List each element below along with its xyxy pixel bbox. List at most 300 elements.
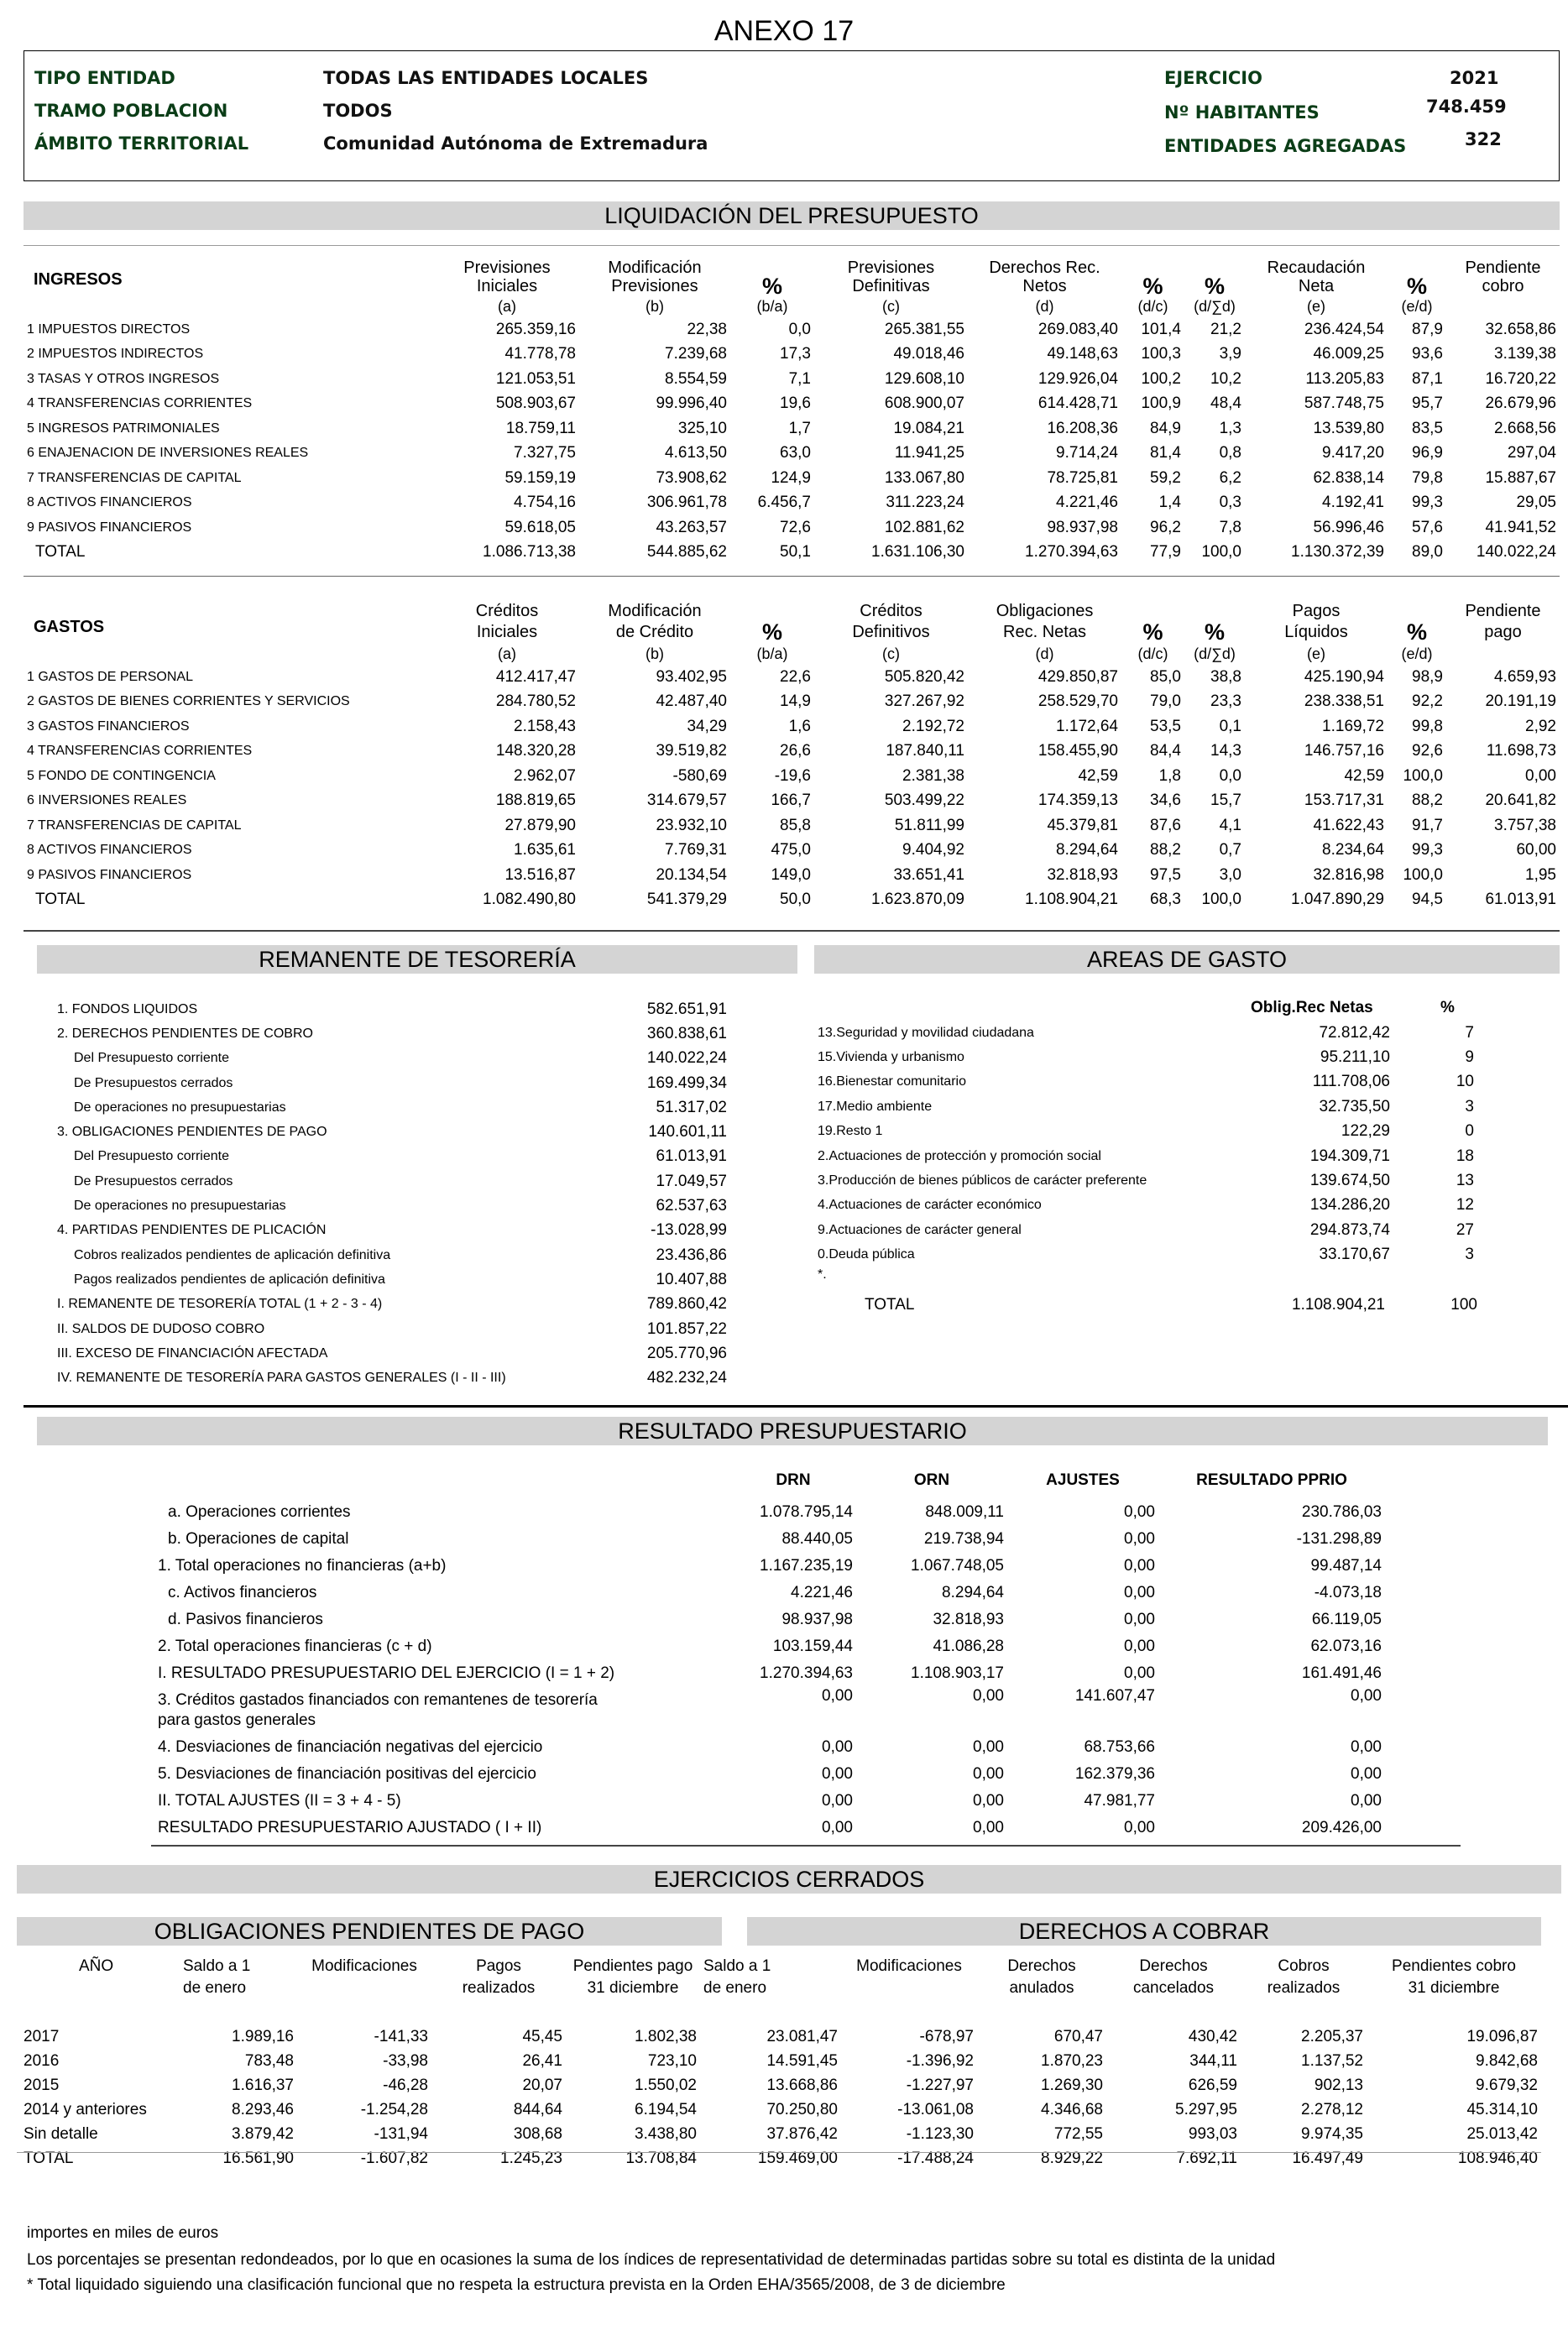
remanente-row [50,1219,730,1243]
areas-row-pct: 27 [1456,1220,1474,1239]
gastos-row-label: 2 GASTOS DE BIENES CORRIENTES Y SERVICIOS [27,694,350,709]
gastos-col-header: (e) [1307,645,1325,662]
ingresos-cell: 99.996,40 [656,394,727,413]
areas-row [814,1070,1477,1094]
resultado-cell: 0,00 [1351,1765,1382,1783]
areas-row [814,1194,1477,1218]
areas-row-label: 4.Actuaciones de carácter económico [818,1198,1042,1213]
areas-row-value: 33.170,67 [1319,1246,1390,1264]
header-label-tipo-entidad: TIPO ENTIDAD [34,68,175,88]
ingresos-cell: 7.327,75 [514,444,576,462]
ingresos-total-cell: 50,1 [780,543,811,562]
cerrados-cell: 1.137,52 [1301,2051,1363,2070]
remanente-row-label: 4. PARTIDAS PENDIENTES DE PLICACIÓN [57,1223,327,1238]
areas-row-pct: 3 [1465,1097,1474,1115]
cerrados-col-header [841,1977,977,1999]
gastos-col-header [1184,601,1245,621]
cerrados-table [20,1956,1541,2171]
resultado-cell: 0,00 [1124,1503,1155,1521]
gastos-cell: 92,6 [1412,742,1443,760]
cerrados-cell: 844,64 [513,2100,562,2118]
gastos-col-header: (d) [1035,645,1054,662]
gastos-cell: 26,6 [780,742,811,760]
cerrados-cell: -1.227,97 [906,2076,974,2094]
cerrados-cell: 108.946,40 [1457,2149,1538,2167]
ingresos-cell: 7,1 [788,369,811,388]
gastos-row [24,764,1560,789]
ingresos-cell: 79,8 [1412,468,1443,487]
ingresos-cell: 96,2 [1150,518,1181,536]
ingresos-cell: 95,7 [1412,394,1443,413]
remanente-row-value: 169.499,34 [646,1074,727,1092]
gastos-cell: 23,3 [1210,692,1241,711]
resultado-row [151,1553,1385,1580]
gastos-cell: 7.769,31 [665,841,727,859]
resultado-row-label [151,1526,730,1553]
resultado-row [151,1633,1385,1660]
header-value-ambito: Comunidad Autónoma de Extremadura [323,133,708,154]
ingresos-cell: 10,2 [1210,369,1241,388]
resultado-row-label-text: II. TOTAL AJUSTES (II = 3 + 4 - 5) [158,1792,401,1810]
gastos-row-label: 4 TRANSFERENCIAS CORRIENTES [27,744,253,759]
resultado-row [151,1580,1385,1606]
remanente-row [50,1293,730,1317]
remanente-row [50,997,730,1021]
resultado-cell: 0,00 [973,1765,1004,1783]
ingresos-cell: 13.539,80 [1313,419,1384,437]
cerrados-cell: -13.061,08 [897,2100,974,2118]
cerrados-col-header: Derechos [1007,1957,1076,1975]
ingresos-cell: 508.903,67 [495,394,576,413]
ingresos-total-cell: 77,9 [1150,543,1181,562]
gastos-cell: 91,7 [1412,816,1443,834]
ingresos-cell: 3.139,38 [1494,345,1556,363]
gastos-cell: 11.698,73 [1486,742,1556,760]
areas-col-pct: % [1440,999,1455,1016]
resultado-cell: 0,00 [1351,1792,1382,1810]
resultado-row [151,1687,1385,1734]
header-label-ambito: ÁMBITO TERRITORIAL [34,133,249,154]
gastos-total-cell: 94,5 [1412,891,1443,909]
gastos-cell: 79,0 [1150,692,1181,711]
cerrados-col-header: Pendientes pago [572,1957,693,1975]
gastos-row [24,838,1560,864]
ingresos-cell: 121.053,51 [495,369,576,388]
gastos-table [24,601,1560,912]
resultado-cell: 0,00 [1124,1584,1155,1601]
ingresos-cell: 16.208,36 [1047,419,1118,437]
gastos-row-label: 3 GASTOS FINANCIEROS [27,718,190,734]
areas-row [814,1120,1477,1144]
gastos-total-cell: 1.082.490,80 [483,891,576,909]
ingresos-col-header: cobro [1482,277,1524,295]
ingresos-header-spacer [24,259,435,277]
ingresos-cell: 4.613,50 [665,444,727,462]
cerrados-cell: 1.989,16 [232,2027,294,2045]
resultado-cell: 8.294,64 [942,1584,1004,1601]
gastos-cell: 1,95 [1525,865,1556,884]
ingresos-cell: 73.908,62 [656,468,727,487]
ingresos-cell: 0,8 [1219,444,1241,462]
ingresos-col-header: Definitivas [852,277,930,295]
ingresos-row [24,392,1560,417]
cerrados-cell: -1.607,82 [360,2149,428,2167]
gastos-total-cell: 541.379,29 [646,891,727,909]
gastos-row-label: 7 TRANSFERENCIAS DE CAPITAL [27,818,242,833]
resultado-cell: 161.491,46 [1301,1664,1382,1682]
ingresos-col-header: (d/∑d) [1194,298,1236,315]
gastos-cell: 2.381,38 [902,766,964,785]
resultado-table [151,1462,1385,1842]
ingresos-col-header: % [1204,274,1225,299]
cerrados-header-gap [20,1999,1541,2024]
gastos-cell: 2.962,07 [514,766,576,785]
ingresos-cell: 62.838,14 [1313,468,1384,487]
areas-row [814,1045,1477,1069]
ingresos-cell: 4.221,46 [1056,494,1118,512]
cerrados-col-header: 31 diciembre [587,1979,679,1997]
remanente-row-label: III. EXCESO DE FINANCIACIÓN AFECTADA [57,1345,328,1361]
cerrados-cell: 19.096,87 [1466,2027,1538,2045]
ingresos-cell: 63,0 [780,444,811,462]
cerrados-cell: -46,28 [383,2076,428,2094]
gastos-total-cell: 1.047.890,29 [1291,891,1384,909]
gastos-cell: 39.519,82 [656,742,727,760]
gastos-row-label: 6 INVERSIONES REALES [27,793,187,808]
resultado-bottom-rule [151,1845,1461,1847]
ingresos-col-header: Derechos Rec. [989,259,1100,277]
ingresos-row [24,515,1560,541]
ingresos-cell: 100,9 [1141,394,1181,413]
cerrados-cell: 1.870,23 [1041,2051,1103,2070]
resultado-row-label-text: I. RESULTADO PRESUPUESTARIO DEL EJERCICIO (I = 1 + 2) [158,1664,615,1682]
cerrados-cell: 9.842,68 [1476,2051,1538,2070]
cerrados-row-year: Sin detalle [24,2124,98,2143]
ingresos-row-label: 1 IMPUESTOS DIRECTOS [27,321,191,337]
ingresos-col-header: Netos [1022,277,1067,295]
header-label-tramo-poblacion: TRAMO POBLACION [34,101,228,121]
ingresos-cell: 2.668,56 [1494,419,1556,437]
ingresos-cell: 1,4 [1158,494,1181,512]
areas-row [814,1168,1477,1193]
gastos-cell: 187.840,11 [886,742,964,760]
ingresos-cell: 29,05 [1516,494,1556,512]
ingresos-total-cell: 100,0 [1201,543,1241,562]
cerrados-cell: -33,98 [383,2051,428,2070]
gastos-col-header [1388,601,1446,621]
gastos-cell: 20.641,82 [1485,791,1556,810]
gastos-cell: 174.359,13 [1037,791,1118,810]
ingresos-cell: 78.725,81 [1047,468,1118,487]
areas-total-label: TOTAL [865,1296,915,1314]
header-value-tipo-entidad: TODAS LAS ENTIDADES LOCALES [323,68,649,88]
gastos-cell: 4,1 [1219,816,1241,834]
cerrados-cell: 993,03 [1188,2124,1237,2143]
gastos-cell: 34,29 [687,717,727,735]
gastos-cell: 258.529,70 [1037,692,1118,711]
gastos-header-row [24,621,1560,643]
gastos-cell: 20.134,54 [656,865,727,884]
cerrados-row-year: 2017 [24,2027,60,2045]
cerrados-row [20,2024,1541,2049]
resultado-row [151,1815,1385,1842]
resultado-row [151,1526,1385,1553]
remanente-row-label: Cobros realizados pendientes de aplicación definitiva [74,1247,391,1262]
gastos-cell: 503.499,22 [884,791,964,810]
gastos-cell: 23.932,10 [656,816,727,834]
cerrados-cell: 670,47 [1053,2027,1103,2045]
cerrados-cell: 9.679,32 [1476,2076,1538,2094]
cerrados-cell: 7.692,11 [1176,2149,1237,2167]
resultado-cell: 0,00 [1124,1530,1155,1548]
areas-row-pct: 18 [1456,1147,1474,1165]
remanente-row-value: 140.601,11 [648,1123,727,1141]
ingresos-cell: 41.941,52 [1485,518,1556,536]
resultado-cell: 1.067.748,05 [911,1557,1004,1575]
gastos-cell: 9.404,92 [902,841,964,859]
areas-row [814,1243,1477,1267]
cerrados-bottom-rule [17,2152,1541,2153]
cerrados-cell: 20,07 [522,2076,562,2094]
ingresos-cell: 265.359,16 [495,320,576,338]
cerrados-cell: 159.469,00 [757,2149,838,2167]
ingresos-cell: 100,3 [1141,345,1181,363]
ingresos-cell: 0,3 [1219,494,1241,512]
ingresos-cell: 57,6 [1412,518,1443,536]
remanente-bottom-rule [24,1405,1568,1408]
gastos-cell: 8.294,64 [1056,841,1118,859]
areas-table [814,1021,1477,1267]
ingresos-row [24,441,1560,467]
gastos-cell: 3,0 [1219,865,1241,884]
ingresos-row [24,491,1560,516]
gastos-cell: 100,0 [1403,766,1443,785]
cerrados-cell: -678,97 [919,2027,974,2045]
remanente-row-label: 2. DERECHOS PENDIENTES DE COBRO [57,1026,313,1041]
gastos-col-header: % [1142,619,1163,645]
ingresos-cell: 59.618,05 [504,518,576,536]
remanente-row-label: De Presupuestos cerrados [74,1075,233,1090]
footnote-rounding: Los porcentajes se presentan redondeados, por lo que en ocasiones la suma de los índices de representatividad de determinadas partidas sobre su total es distinta de la unidad [27,2251,1276,2269]
cerrados-col-header: cancelados [1132,1979,1215,1997]
ingresos-col-header: (c) [882,298,900,315]
ingresos-total-cell: 89,0 [1412,543,1443,562]
ingresos-cell: 56.996,46 [1313,518,1384,536]
areas-total-value: 1.108.904,21 [1292,1296,1385,1314]
gastos-col-header [1121,601,1184,621]
resultado-row-label [151,1633,730,1660]
areas-row-label: 0.Deuda pública [818,1247,915,1262]
footnote-units: importes en miles de euros [27,2224,219,2242]
ingresos-cell: 587.748,75 [1304,394,1384,413]
resultado-cell: 0,00 [1124,1638,1155,1655]
cerrados-col-header [297,1977,431,1999]
ingresos-table [24,259,1560,565]
ingresos-row [24,367,1560,392]
resultado-row-label-text: b. Operaciones de capital [168,1530,349,1548]
cerrados-row [20,2049,1541,2073]
ingresos-row-label: 3 TASAS Y OTROS INGRESOS [27,371,220,386]
gastos-cell: 0,0 [1219,766,1241,785]
resultado-cell: 0,00 [1124,1819,1155,1836]
resultado-row-label-text: d. Pasivos financieros [168,1611,323,1628]
cerrados-cell: 16.561,90 [222,2149,294,2167]
cerrados-cell: 6.194,54 [635,2100,697,2118]
ingresos-cell: 614.428,71 [1037,394,1118,413]
ingresos-total-cell: 1.086.713,38 [483,543,576,562]
resultado-col-header: ORN [913,1471,950,1489]
areas-row-value: 134.286,20 [1309,1196,1390,1215]
areas-row-pct: 9 [1465,1048,1474,1067]
resultado-cell: 0,00 [822,1765,853,1783]
gastos-col-header: Obligaciones [996,602,1094,620]
gastos-cell: 0,7 [1219,841,1241,859]
cerrados-cell: -131,94 [374,2124,428,2143]
gastos-cell: 99,3 [1412,841,1443,859]
resultado-col-header: RESULTADO PPRIO [1196,1471,1347,1489]
gastos-cell: 42,59 [1078,766,1118,785]
gastos-cell: 97,5 [1150,865,1181,884]
gastos-cell: 42.487,40 [656,692,727,711]
resultado-row-label-text: 2. Total operaciones financieras (c + d) [158,1638,432,1655]
cerrados-cell: 37.876,42 [766,2124,838,2143]
ingresos-col-header: Neta [1298,277,1335,295]
ingresos-label: INGRESOS [34,270,123,289]
ingresos-cell: 102.881,62 [884,518,964,536]
gastos-cell: 1,8 [1158,766,1181,785]
areas-asterisk: *. [818,1267,827,1282]
gastos-col-header: Rec. Netas [1003,623,1086,641]
liquidacion-title: LIQUIDACIÓN DEL PRESUPUESTO [24,201,1560,230]
resultado-cell: 99.487,14 [1310,1557,1382,1575]
resultado-row-label-text: 3. Créditos gastados financiados con remantenes de tesorería [158,1691,598,1709]
gastos-total-cell: 50,0 [780,891,811,909]
areas-row-value: 72.812,42 [1319,1023,1390,1042]
cerrados-col-header: Saldo a 1 [703,1957,771,1975]
ingresos-cell: 608.900,07 [884,394,964,413]
cerrados-col-header: Cobros [1278,1957,1330,1975]
remanente-row-value: -13.028,99 [651,1221,727,1240]
ingresos-cell: 6,2 [1219,468,1241,487]
ingresos-cell: 16.720,22 [1485,369,1556,388]
header-value-habitantes: 748.459 [1426,97,1507,117]
areas-row-label: 9.Actuaciones de carácter general [818,1222,1022,1237]
ingresos-cell: 9.714,24 [1056,444,1118,462]
header-box [24,50,1560,181]
ingresos-row-label: 4 TRANSFERENCIAS CORRIENTES [27,396,253,411]
remanente-row-label: IV. REMANENTE DE TESORERÍA PARA GASTOS GENERALES (I - II - III) [57,1371,506,1386]
gastos-row [24,863,1560,888]
cerrados-cell: 2.278,12 [1301,2100,1363,2118]
resultado-row-label [151,1580,730,1606]
ingresos-col-header: (a) [498,298,516,315]
cerrados-row-year: 2014 y anteriores [24,2100,147,2118]
ingresos-cell: 32.658,86 [1485,320,1556,338]
ingresos-row-label: 8 ACTIVOS FINANCIEROS [27,495,192,510]
areas-row [814,1094,1477,1119]
resultado-cell: 0,00 [973,1792,1004,1810]
ingresos-cell: 87,1 [1412,369,1443,388]
remanente-row [50,1120,730,1144]
cerrados-col-header [20,1977,180,1999]
cerrados-cell: 16.497,49 [1292,2149,1363,2167]
resultado-row-label-text: c. Activos financieros [168,1584,317,1601]
cerrados-row-year: 2015 [24,2076,60,2094]
remanente-row [50,1341,730,1366]
gastos-total-cell: 61.013,91 [1485,891,1556,909]
ingresos-cell: 49.018,46 [893,345,964,363]
derechos-title: DERECHOS A COBRAR [747,1917,1541,1946]
gastos-cell: 32.816,98 [1313,865,1384,884]
cerrados-cell: 344,11 [1189,2051,1237,2070]
remanente-row-label: 1. FONDOS LIQUIDOS [57,1001,198,1016]
ingresos-col-header: % [761,274,782,299]
remanente-row-label: 3. OBLIGACIONES PENDIENTES DE PAGO [57,1125,327,1140]
gastos-header-row [24,643,1560,665]
ingresos-cell: 129.608,10 [884,369,964,388]
cerrados-row [20,2122,1541,2146]
remanente-row [50,1095,730,1120]
cerrados-cell: 430,42 [1188,2027,1237,2045]
resultado-row [151,1499,1385,1526]
ingresos-col-header: Previsiones [463,259,551,277]
gastos-cell: 60,00 [1516,841,1556,859]
ingresos-total-cell: 544.885,62 [646,543,727,562]
remanente-row-label: II. SALDOS DE DUDOSO COBRO [57,1321,265,1336]
resultado-cell: 0,00 [1124,1664,1155,1682]
cerrados-col-header: Pendientes cobro [1392,1957,1516,1975]
resultado-cell: 68.753,66 [1084,1738,1155,1756]
cerrados-cell: 26,41 [522,2051,562,2070]
ingresos-cell: 15.887,67 [1485,468,1556,487]
gastos-col-header: (c) [882,645,900,662]
ingresos-row [24,342,1560,368]
gastos-row-label: 1 GASTOS DE PERSONAL [27,669,193,684]
areas-row-value: 139.674,50 [1309,1172,1390,1190]
cerrados-cell: 1.269,30 [1041,2076,1103,2094]
cerrados-cell: 902,13 [1314,2076,1363,2094]
gastos-cell: 425.190,94 [1304,667,1384,686]
gastos-col-header [1446,643,1560,665]
cerrados-col-header: Saldo a 1 [183,1957,251,1975]
resultado-row-label-text: 5. Desviaciones de financiación positivas del ejercicio [158,1765,536,1783]
areas-row-label: 19.Resto 1 [818,1124,883,1139]
gastos-cell: 32.818,93 [1047,865,1118,884]
resultado-cell: 62.073,16 [1310,1638,1382,1655]
resultado-cell: 4.221,46 [791,1584,853,1601]
ingresos-cell: 48,4 [1210,394,1241,413]
cerrados-cell: 45,45 [522,2027,562,2045]
gastos-label: GASTOS [34,618,105,636]
gastos-col-header: Líquidos [1284,623,1348,641]
ingresos-cell: 4.754,16 [514,494,576,512]
gastos-col-header: (a) [498,645,516,662]
gastos-col-header: % [1204,619,1225,645]
areas-row-label: 3.Producción de bienes públicos de carácter preferente [818,1173,1147,1189]
ingresos-cell: 83,5 [1412,419,1443,437]
cerrados-cell: 1.550,02 [635,2076,697,2094]
gastos-cell: 0,00 [1525,766,1556,785]
ingresos-row-label: 2 IMPUESTOS INDIRECTOS [27,347,204,362]
header-label-entidades: ENTIDADES AGREGADAS [1164,136,1407,156]
ingresos-total-cell: 1.631.106,30 [871,543,964,562]
remanente-row [50,1047,730,1071]
gastos-header-row [24,601,1560,621]
cerrados-cell: 1.802,38 [635,2027,697,2045]
gastos-col-header: Modificación [608,602,702,620]
cerrados-col-header: realizados [1267,1979,1341,1997]
gastos-col-header: (d/∑d) [1194,645,1236,662]
